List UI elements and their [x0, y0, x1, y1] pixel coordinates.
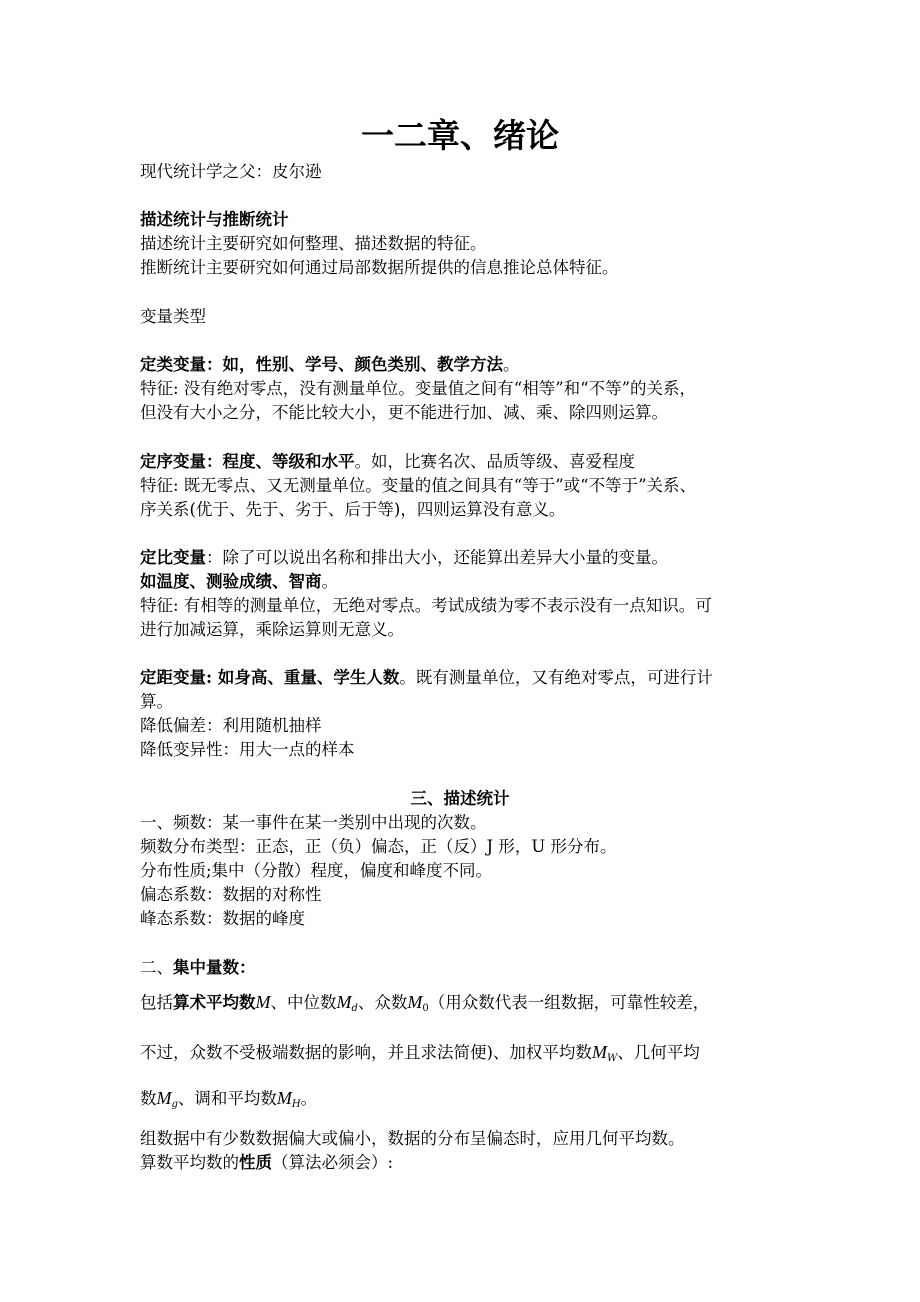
symbol-Mg: M — [156, 1088, 172, 1108]
text-run: 、调和平均数 — [177, 1089, 277, 1108]
paragraph-line: 序关系(优于、先于、劣于、后于等)，四则运算没有意义。 — [140, 500, 566, 519]
paragraph-line: 特征: 有相等的测量单位，无绝对零点。考试成绩为零不表示没有一点知识。可 — [140, 596, 712, 615]
text-run: 算数平均数的 — [140, 1153, 239, 1172]
subscript: g — [171, 1099, 178, 1110]
example-text: 如温度、测验成绩、智商 — [140, 572, 322, 591]
symbol-Md: M — [336, 992, 352, 1012]
paragraph-line: 但没有大小之分，不能比较大小，更不能进行加、减、乘、除四则运算。 — [140, 403, 668, 422]
subscript: d — [351, 1003, 358, 1014]
heading-tail: 。如，比赛名次、品质等级、喜爱程度 — [354, 452, 635, 471]
example-tail: 。 — [321, 572, 338, 591]
paragraph-line: 一、频数：某一事件在某一类别中出现的次数。 — [140, 813, 487, 832]
formula-line-1 — [140, 990, 785, 1021]
section-heading-desc-stats — [140, 208, 785, 232]
ordinal-heading — [140, 450, 785, 474]
heading-tail: ：除了可以说出名称和排出大小，还能算出差异大小量的变量。 — [206, 548, 668, 567]
heading-text: 定序变量：程度、等级和水平 — [140, 452, 355, 471]
nominal-heading — [140, 353, 785, 377]
text-run: 。 — [300, 1089, 318, 1108]
bold-run: 性质 — [239, 1153, 272, 1172]
text-run: （算法必须会）: — [272, 1153, 394, 1172]
subscript: H — [291, 1099, 301, 1110]
symbol-M: M — [255, 992, 271, 1012]
heading-text: 描述统计与推断统计 — [140, 210, 289, 229]
symbol-M0: M — [407, 992, 423, 1012]
var-types-label: 变量类型 — [140, 307, 206, 326]
paragraph-line: 描述统计主要研究如何整理、描述数据的特征。 — [140, 234, 487, 253]
paragraph-line: 进行加减运算，乘除运算则无意义。 — [140, 620, 404, 639]
heading-text: 集中量数： — [173, 958, 256, 977]
subscript: W — [606, 1053, 618, 1064]
paragraph-line: 特征: 既无零点、又无测量单位。变量的值之间具有“等于”或“不等于”关系、 — [140, 476, 697, 495]
text-run: 、几何平均 — [617, 1043, 700, 1062]
paragraph-line: 推断统计主要研究如何通过局部数据所提供的信息推论总体特征。 — [140, 258, 619, 277]
variability-line: 降低变异性：用大一点的样本 — [140, 740, 355, 759]
ratio-example — [140, 570, 785, 594]
heading-text: 定距变量: 如身高、重量、学生人数 — [140, 668, 400, 687]
intro-line: 现代统计学之父：皮尔逊 — [140, 162, 322, 181]
paragraph-line: 组数据中有少数数据偏大或偏小，数据的分布呈偏态时，应用几何平均数。 — [140, 1129, 685, 1148]
formula-line-3 — [140, 1086, 785, 1117]
properties-line — [140, 1151, 785, 1175]
heading-tail: 。 — [503, 355, 520, 374]
text-run: （用众数代表一组数据，可靠性较差， — [428, 993, 710, 1012]
interval-heading — [140, 666, 785, 690]
heading-tail: 。既有测量单位，又有绝对零点，可进行计 — [399, 668, 713, 687]
chapter3-heading: 三、描述统计 — [410, 789, 510, 808]
paragraph-line: 特征: 没有绝对零点，没有测量单位。变量值之间有“相等”和“不等”的关系， — [140, 379, 697, 398]
symbol-MW: M — [591, 1042, 607, 1062]
text-run: 数 — [140, 1089, 157, 1108]
text-run: 不过，众数不受极端数据的影响，并且求法简便)、加权平均数 — [140, 1043, 592, 1062]
formula-line-2 — [140, 1040, 785, 1071]
bias-line: 降低偏差：利用随机抽样 — [140, 716, 322, 735]
paragraph-line: 峰态系数：数据的峰度 — [140, 909, 305, 928]
text-run: 、中位数 — [270, 993, 337, 1012]
central-heading — [140, 956, 785, 980]
heading-text: 定类变量：如，性别、学号、颜色类别、教学方法 — [140, 355, 503, 374]
heading-prefix: 二、 — [140, 958, 173, 977]
paragraph-line: 频数分布类型：正态，正（负）偏态，正（反）J 形，U 形分布。 — [140, 837, 617, 856]
bold-run: 算术平均数 — [173, 993, 256, 1012]
text-run: 包括 — [140, 993, 173, 1012]
ratio-heading — [140, 546, 785, 570]
paragraph-line: 算。 — [140, 692, 173, 711]
subscript: 0 — [422, 1003, 429, 1014]
paragraph-line: 偏态系数：数据的对称性 — [140, 885, 322, 904]
text-run: 、众数 — [357, 993, 408, 1012]
heading-text: 定比变量 — [140, 548, 206, 567]
page-title: 一二章、绪论 — [361, 116, 559, 155]
symbol-MH: M — [276, 1088, 292, 1108]
paragraph-line: 分布性质;集中（分散）程度，偏度和峰度不同。 — [140, 861, 493, 880]
